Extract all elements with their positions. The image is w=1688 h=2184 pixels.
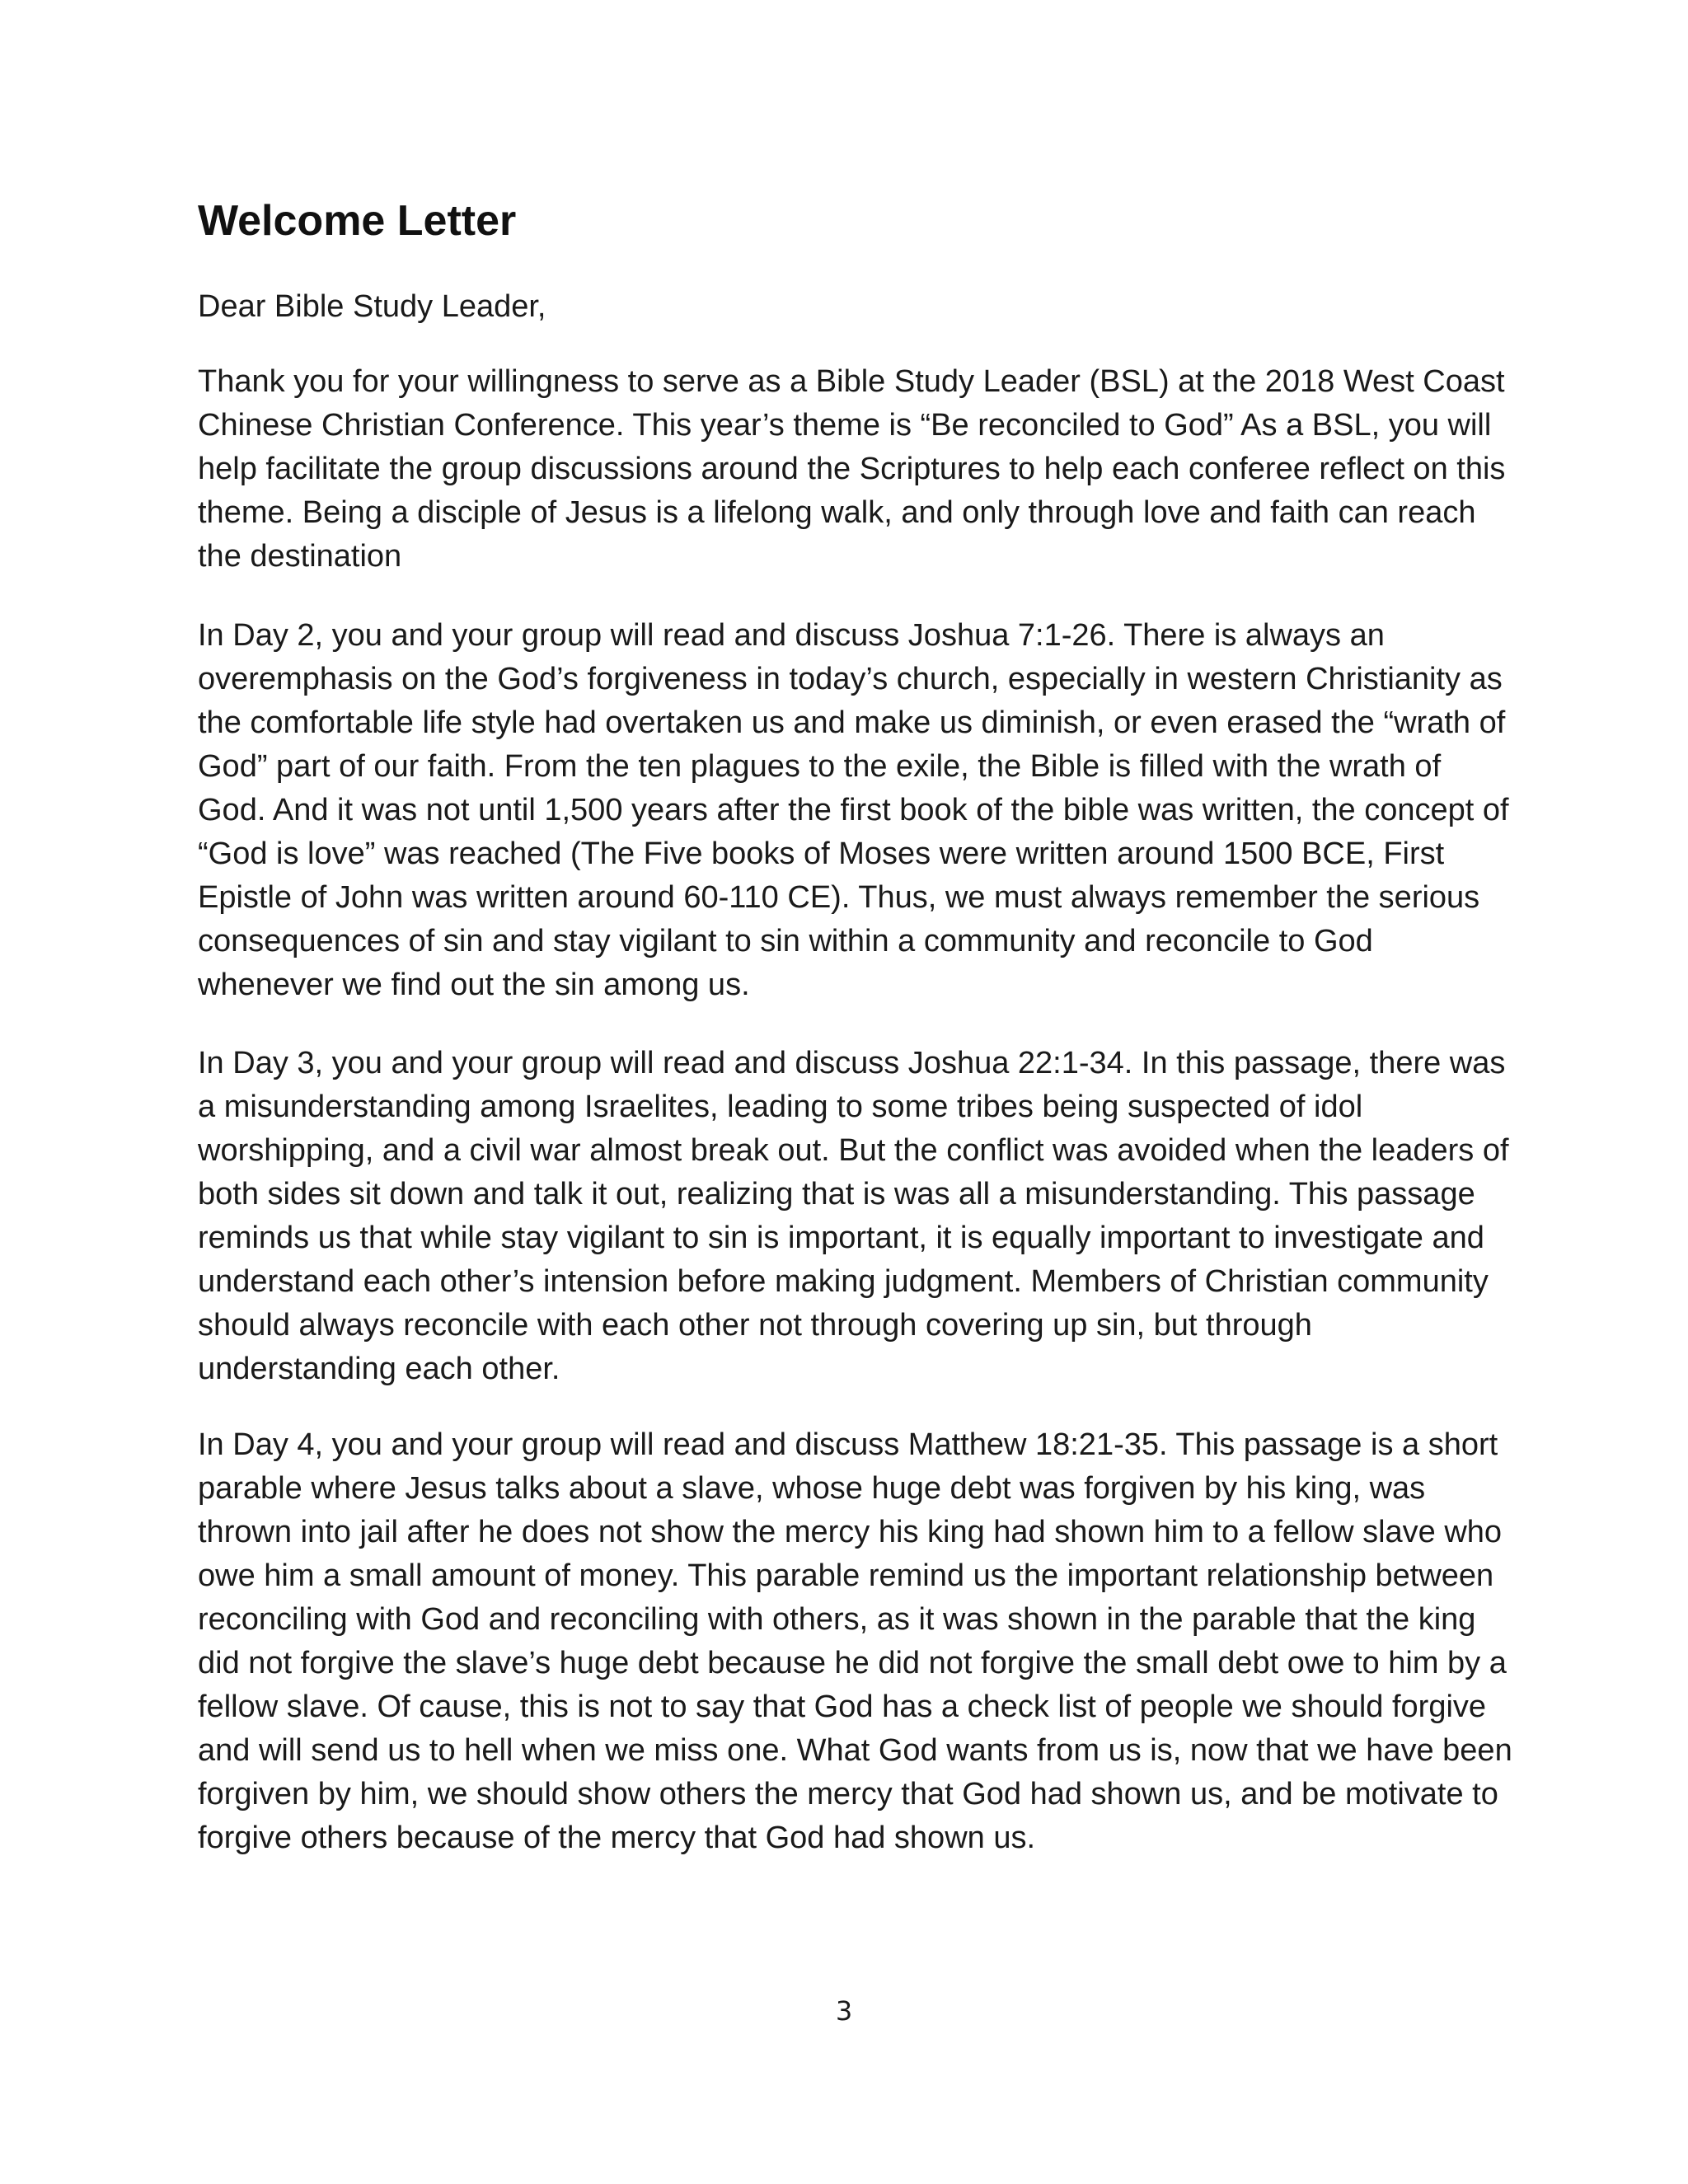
salutation: Dear Bible Study Leader,: [198, 289, 546, 324]
paragraph-intro: Thank you for your willingness to serve as a Bible Study Leader (BSL) at the 2018 West Coast Chinese Christian Conference. This year’s theme is “Be reconciled to God” As a BSL, you will help facilitate the group discussions around the Scriptures to help each conferee reflect on this theme. Being a disciple of Jesus is a lifelong walk, and only through love and faith can reach the destination: [198, 364, 1506, 574]
paragraph-day-4: In Day 4, you and your group will read and discuss Matthew 18:21-35. This passage is a short parable where Jesus talks about a slave, whose huge debt was forgiven by his king, was thrown into jail after he does not show the mercy his king had shown him to a fellow slave who owe him a small amount of money. This parable remind us the important relationship between reconciling with God and reconciling with others, as it was shown in the parable that the king did not forgive the slave’s huge debt because he did not forgive the small debt owe to him by a fellow slave. Of cause, this is not to say that God has a check list of people we should forgive and will send us to hell when we miss one. What God wants from us is, now that we have been forgiven by him, we should show others the mercy that God had shown us, and be motivate to forgive others because of the mercy that God had shown us.: [198, 1427, 1512, 1855]
paragraph-day-2: In Day 2, you and your group will read and discuss Joshua 7:1-26. There is always an overemphasis on the God’s forgiveness in today’s church, especially in western Christianity as the comfortable life style had overtaken us and make us diminish, or even erased the “wrath of God” part of our faith. From the ten plagues to the exile, the Bible is filled with the wrath of God. And it was not until 1,500 years after the first book of the bible was written, the concept of “God is love” was reached (The Five books of Moses were written around 1500 BCE, First Epistle of John was written around 60-110 CE). Thus, we must always remember the serious consequences of sin and stay vigilant to sin within a community and reconcile to God whenever we find out the sin among us.: [198, 618, 1509, 1002]
paragraph-day-3: In Day 3, you and your group will read and discuss Joshua 22:1-34. In this passage, there was a misunderstanding among Israelites, leading to some tribes being suspected of idol worshipping, and a civil war almost break out. But the conflict was avoided when the leaders of both sides sit down and talk it out, realizing that is was all a misunderstanding. This passage reminds us that while stay vigilant to sin is important, it is equally important to investigate and understand each other’s intension before making judgment. Members of Christian community should always reconcile with each other not through covering up sin, but through understanding each other.: [198, 1046, 1509, 1386]
page-number: 3: [835, 1995, 853, 2027]
page-title: Welcome Letter: [198, 197, 517, 245]
